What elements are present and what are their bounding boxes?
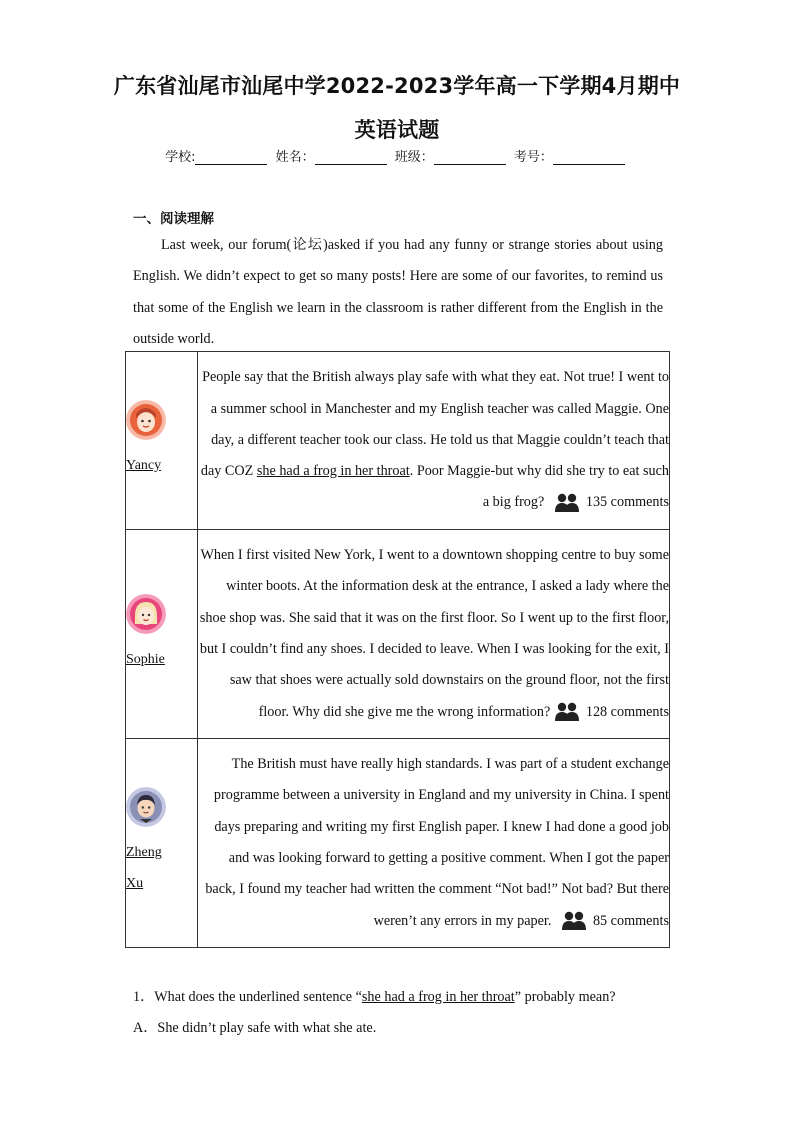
post-body-end: . Poor Maggie-but why did she try to eat such a big frog? xyxy=(409,463,669,511)
forum-posts-table xyxy=(125,351,670,948)
class-label: 班级： xyxy=(394,150,434,165)
username[interactable]: Yancy xyxy=(126,458,162,473)
school-blank[interactable] xyxy=(195,150,267,165)
section-heading: 一、阅读理解 xyxy=(133,211,214,227)
avatar-girl-icon xyxy=(126,400,166,440)
class-blank[interactable] xyxy=(434,150,506,165)
name-blank[interactable] xyxy=(315,150,387,165)
people-icon xyxy=(554,701,580,723)
question-text: 1．What does the underlined sentence “ xyxy=(133,989,362,1005)
student-info-row xyxy=(0,146,794,165)
username[interactable]: Zheng Xu xyxy=(126,845,162,891)
user-cell xyxy=(126,530,198,739)
comments-label: 85 comments xyxy=(592,912,669,929)
post-text xyxy=(198,530,670,739)
user-cell xyxy=(126,739,198,948)
post-body: When I first visited New York, I went to a downtown shopping centre to buy some winter boots. At the information desk at the entrance, I asked a lady where the shoe shop was. She said that it was on the first floor. So I went up to the first floor, but I couldn’t find any shoes. I decided to leave. When I was looking for the exit, I saw that shoes were actually sold downstairs on the ground floor, not the first floor. Why did she give me the wrong information? xyxy=(199,547,669,720)
post-body: The British must have really high standards. I was part of a student exchange programme between a university in England and my university in China. I spent days preparing and writing my first English paper. I knew I had done a good job and was looking forward to getting a positive comment. When I got the paper back, I found my teacher had written the comment “Not bad!” Not bad? But there weren’t any errors in my paper. xyxy=(205,756,669,929)
post-body: People say that the British always play safe with what they eat. Not true! I went to a summer school in Manchester and my English teacher was called Maggie. One day, a different teacher took our class. He told us that Maggie couldn’t teach that day COZ xyxy=(200,369,669,480)
table-row xyxy=(126,739,670,948)
comments-count[interactable] xyxy=(555,913,669,929)
people-icon xyxy=(561,910,587,932)
people-icon xyxy=(554,492,580,514)
table-row xyxy=(126,530,670,739)
post-text xyxy=(198,739,670,948)
user-cell xyxy=(126,352,198,530)
table-row xyxy=(126,352,670,530)
comments-label: 128 comments xyxy=(585,703,669,720)
question-text-end: ” probably mean? xyxy=(514,989,616,1005)
id-label: 考号： xyxy=(513,150,553,165)
underlined-phrase: she had a frog in her throat xyxy=(256,463,410,480)
id-blank[interactable] xyxy=(553,150,625,165)
comments-count[interactable] xyxy=(554,704,669,720)
avatar-boy-icon xyxy=(126,787,166,827)
intro-paragraph: Last week, our forum(论坛)asked if you had any funny or strange stories about using English. We didn’t expect to get so many posts! Here are some of our favorites, to remind us that some of the English we learn in the classroom is rather different from the English in the outside world. xyxy=(133,237,663,347)
username[interactable]: Sophie xyxy=(126,651,165,667)
question-1 xyxy=(133,986,616,1006)
option-a[interactable]: A．She didn’t play safe with what she ate. xyxy=(133,1020,377,1036)
post-text xyxy=(198,352,670,530)
school-label: 学校: xyxy=(165,150,196,165)
comments-count[interactable] xyxy=(548,494,669,510)
comments-label: 135 comments xyxy=(585,494,669,511)
doc-title-line1: 广东省汕尾市汕尾中学2022-2023学年高一下学期4月期中 xyxy=(113,74,681,98)
name-label: 姓名： xyxy=(275,150,315,165)
doc-title-line2: 英语试题 xyxy=(354,118,440,142)
question-underlined-phrase: she had a frog in her throat xyxy=(361,989,515,1005)
avatar-girl-blonde-icon xyxy=(126,594,166,634)
